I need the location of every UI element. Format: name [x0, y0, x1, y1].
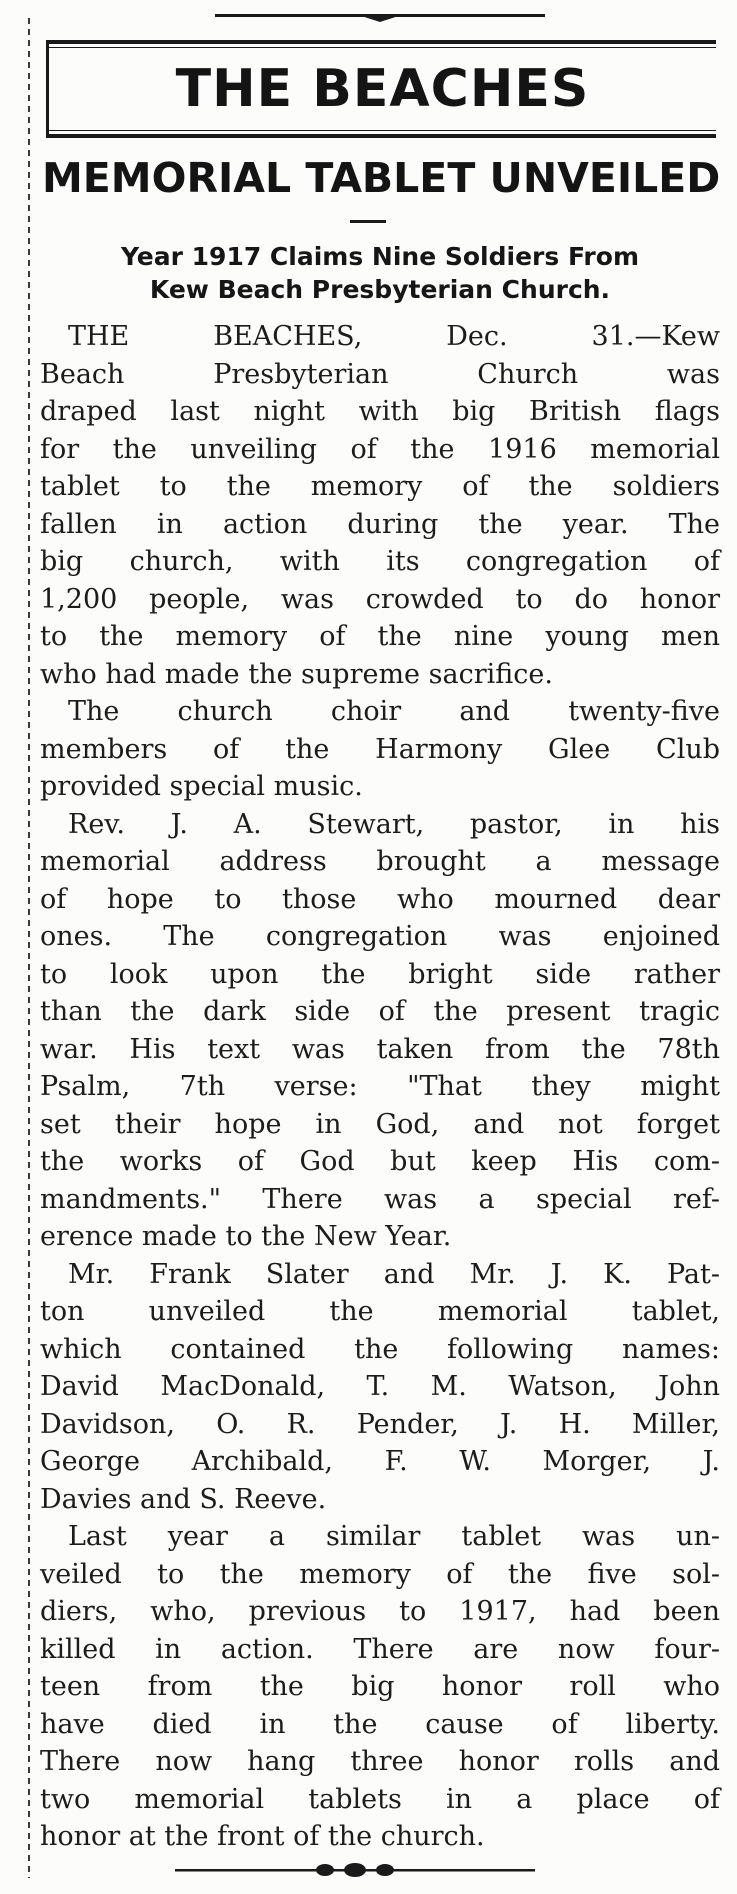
text-line: Rev. J. A. Stewart, pastor, in his	[68, 808, 720, 840]
text-line: provided special music.	[40, 771, 363, 802]
subheadline-line: Kew Beach Presbyterian Church.	[149, 275, 611, 304]
text-line: draped last night with big British flags	[40, 396, 720, 427]
text-line: 1,200 people, was crowded to do honor	[40, 583, 720, 615]
paragraph	[40, 693, 720, 806]
paragraph	[40, 806, 720, 1256]
text-line: Beach Presbyterian Church was	[40, 358, 720, 390]
text-line: Davies and S. Reeve.	[40, 1483, 327, 1515]
text-line: diers, who, previous to 1917, had been	[40, 1596, 720, 1627]
text-line: have died in the cause of liberty.	[40, 1708, 720, 1740]
text-line: honor at the front of the church.	[40, 1821, 485, 1852]
text-line: big church, with its congregation of	[40, 546, 720, 577]
text-line: of hope to those who mourned dear	[40, 883, 720, 915]
paragraph	[40, 1518, 720, 1856]
article-body	[40, 318, 720, 1856]
text-line: ton unveiled the memorial tablet,	[40, 1296, 720, 1327]
headline: MEMORIAL TABLET UNVEILED	[42, 154, 721, 202]
text-line: than the dark side of the present tragic	[40, 996, 720, 1027]
text-line: fallen in action during the year. The	[40, 508, 720, 540]
column-rule	[28, 18, 30, 1878]
subheadline	[40, 240, 720, 306]
top-ornament-rule	[215, 8, 545, 24]
text-line: the works of God but keep His com-	[40, 1146, 720, 1177]
text-line: two memorial tablets in a place of	[40, 1783, 720, 1815]
headline-divider	[350, 220, 386, 223]
text-line: ones. The congregation was enjoined	[40, 921, 720, 952]
text-line: George Archibald, F. W. Morger, J.	[40, 1446, 720, 1477]
text-line: veiled to the memory of the five sol-	[40, 1558, 720, 1590]
bottom-ornament-rule	[175, 1862, 535, 1878]
text-line: Mr. Frank Slater and Mr. J. K. Pat-	[68, 1258, 720, 1290]
text-line: to the memory of the nine young men	[40, 621, 720, 652]
text-line: who had made the supreme sacrifice.	[40, 658, 553, 690]
text-line: David MacDonald, T. M. Watson, John	[40, 1371, 720, 1402]
text-line: Psalm, 7th verse: "That they might	[40, 1071, 720, 1102]
text-line: for the unveiling of the 1916 memorial	[40, 433, 720, 465]
text-line: tablet to the memory of the soldiers	[40, 471, 720, 502]
paragraph	[40, 318, 720, 693]
text-line: which contained the following names:	[40, 1333, 720, 1365]
text-line: THE BEACHES, Dec. 31.—Kew	[68, 321, 720, 352]
section-title: THE BEACHES	[175, 59, 590, 119]
text-line: war. His text was taken from the 78th	[40, 1033, 720, 1065]
text-line: set their hope in God, and not forget	[40, 1108, 720, 1140]
text-line: The church choir and twenty-five	[68, 696, 720, 727]
text-line: Davidson, O. R. Pender, J. H. Miller,	[40, 1408, 720, 1440]
text-line: erence made to the New Year.	[40, 1221, 452, 1252]
paragraph	[40, 1256, 720, 1519]
text-line: members of the Harmony Glee Club	[40, 733, 720, 765]
subheadline-line: Year 1917 Claims Nine Soldiers From	[120, 242, 639, 271]
text-line: teen from the big honor roll who	[40, 1671, 720, 1702]
text-line: Last year a similar tablet was un-	[68, 1521, 720, 1552]
section-header-box	[46, 40, 716, 138]
text-line: to look upon the bright side rather	[40, 958, 720, 990]
text-line: memorial address brought a message	[40, 846, 720, 877]
text-line: mandments." There was a special ref-	[40, 1183, 720, 1215]
text-line: There now hang three honor rolls and	[40, 1746, 720, 1777]
text-line: killed in action. There are now four-	[40, 1633, 720, 1665]
